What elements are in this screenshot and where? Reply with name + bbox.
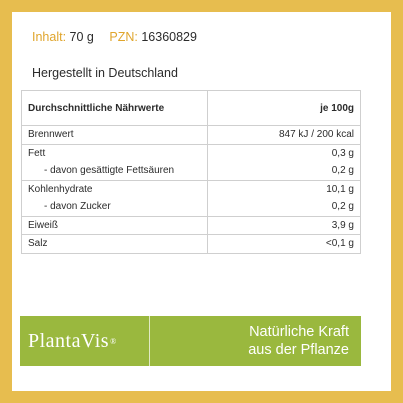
table-row xyxy=(22,234,360,253)
header-value: je 100g xyxy=(320,102,354,114)
table-row xyxy=(22,198,360,216)
row-value: <0,1 g xyxy=(325,238,354,250)
row-value: 0,3 g xyxy=(331,147,354,159)
row-name: Fett xyxy=(22,145,208,163)
registered-mark: ® xyxy=(110,336,117,346)
row-value: 10,1 g xyxy=(326,183,354,195)
row-name: Eiweiß xyxy=(22,217,208,235)
pzn-value: 16360829 xyxy=(141,30,197,44)
pzn-label: PZN: xyxy=(109,30,138,44)
slogan-line-2: aus der Pflanze xyxy=(248,342,349,358)
plantavis-logo xyxy=(20,316,150,366)
logo-text: PlantaVis xyxy=(28,329,110,352)
made-in-text: Hergestellt in Deutschland xyxy=(32,66,178,80)
nutrition-header-row xyxy=(22,91,360,125)
row-name: Brennwert xyxy=(22,126,208,144)
row-value: 0,2 g xyxy=(331,165,354,177)
row-name: Kohlenhydrate xyxy=(22,181,208,199)
table-row xyxy=(22,144,360,163)
row-name: Salz xyxy=(22,235,208,253)
table-row xyxy=(22,216,360,235)
header-name: Durchschnittliche Nährwerte xyxy=(22,91,208,125)
brand-banner xyxy=(20,316,361,366)
nutrition-table xyxy=(21,90,361,254)
inhalt-value: 70 g xyxy=(69,30,94,44)
slogan xyxy=(150,323,361,359)
inhalt-label: Inhalt: xyxy=(32,30,67,44)
row-value: 0,2 g xyxy=(331,201,354,213)
row-value: 3,9 g xyxy=(331,219,354,231)
table-row xyxy=(22,125,360,144)
content-line xyxy=(32,30,209,44)
table-row xyxy=(22,180,360,199)
row-name: - davon Zucker xyxy=(22,198,208,216)
row-value: 847 kJ / 200 kcal xyxy=(278,129,354,141)
row-name: - davon gesättigte Fettsäuren xyxy=(22,162,208,180)
table-row xyxy=(22,162,360,180)
slogan-line-1: Natürliche Kraft xyxy=(249,324,349,340)
